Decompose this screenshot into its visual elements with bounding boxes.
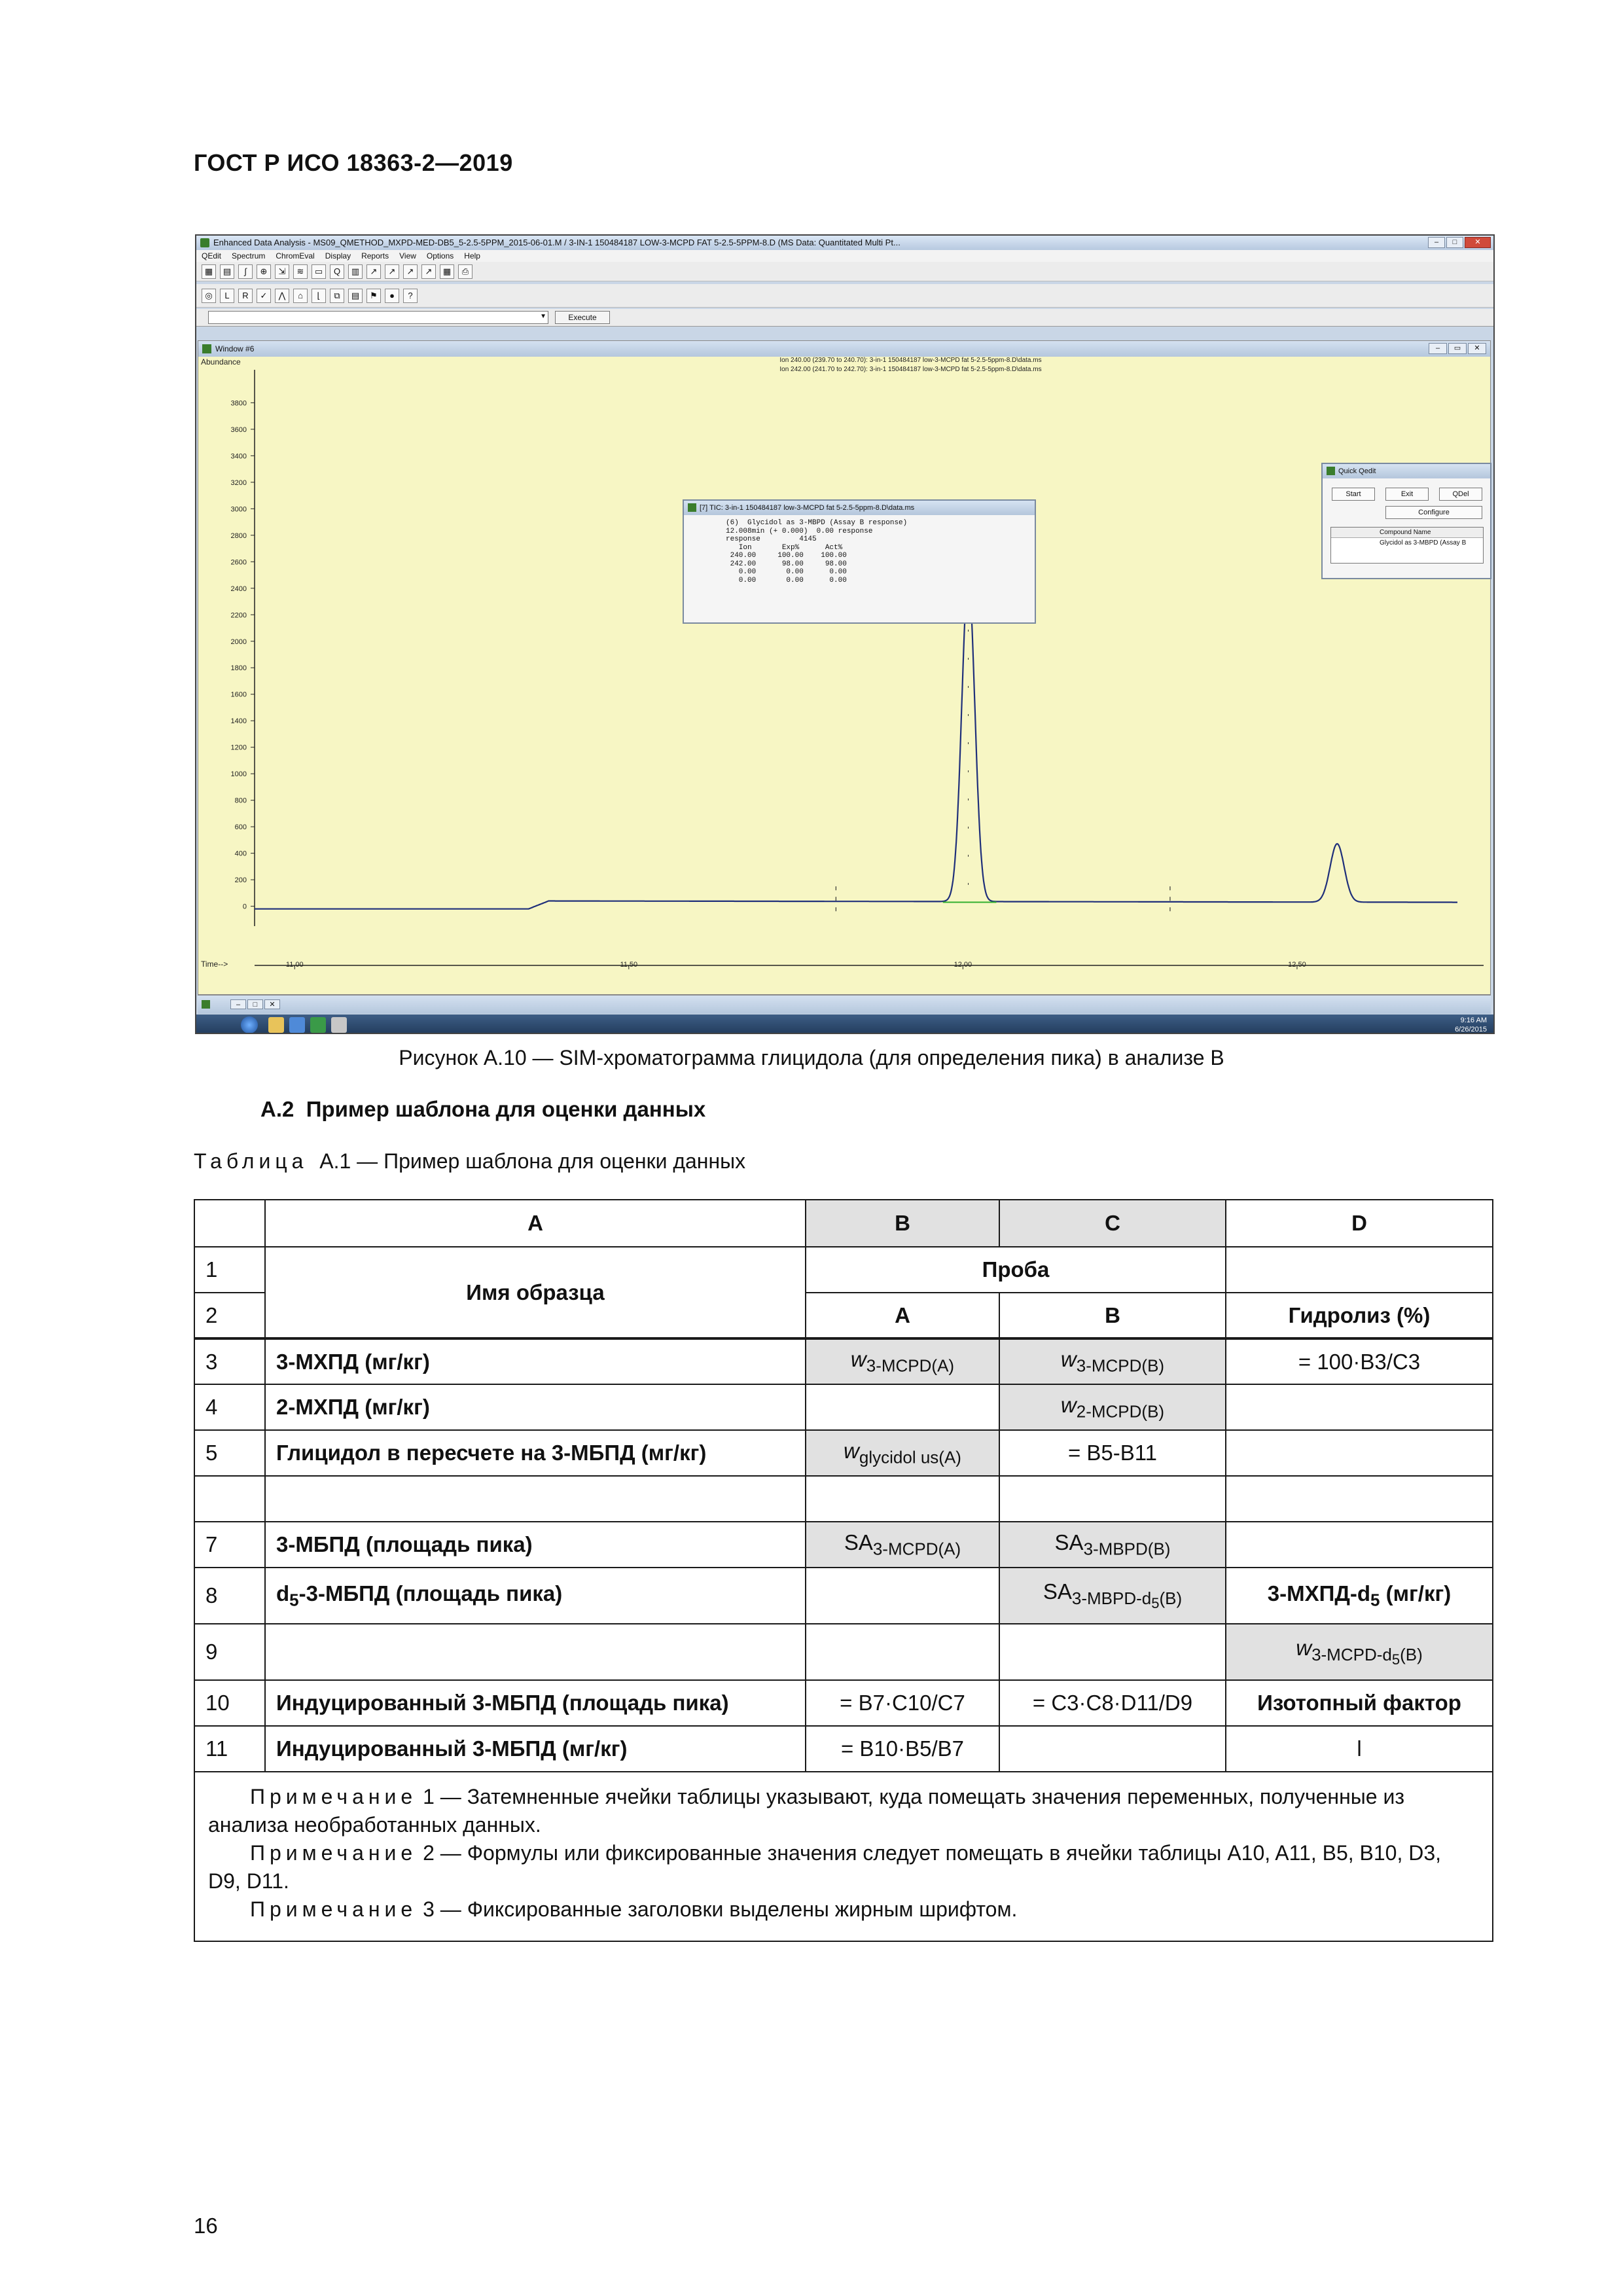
- cell-variable: w: [844, 1438, 859, 1463]
- label-subscript: 5: [1370, 1590, 1380, 1610]
- l-tool-icon[interactable]: L: [220, 289, 234, 303]
- table-cell: [806, 1522, 999, 1568]
- x-tick-label: 12.50: [1288, 961, 1306, 969]
- qe-list-row[interactable]: Glycidol as 3-MBPD (Assay B: [1380, 539, 1467, 547]
- y-tick-label: 1000: [230, 770, 247, 779]
- sample-name-header: Имя образца: [265, 1247, 806, 1338]
- start-button-icon[interactable]: [241, 1016, 258, 1033]
- chart-close-button[interactable]: ✕: [1468, 343, 1486, 354]
- table-cell: [999, 1476, 1226, 1522]
- table-cell: [1226, 1430, 1493, 1476]
- row-label: 3-МХПД (мг/кг): [265, 1338, 806, 1384]
- menu-help[interactable]: Help: [464, 251, 480, 260]
- help-tool-icon[interactable]: ?: [403, 289, 418, 303]
- stop-tool-icon[interactable]: ●: [385, 289, 399, 303]
- table-row: [194, 1522, 1493, 1568]
- section-heading: [260, 1097, 705, 1122]
- row-number: 11: [194, 1726, 265, 1772]
- y-tick-label: 800: [234, 797, 247, 805]
- table-cell: [999, 1726, 1226, 1772]
- minimized-window-bar: [198, 995, 1491, 1014]
- cell-subscript: 3-MCPD-d: [1311, 1644, 1392, 1664]
- table-note: [208, 1895, 1479, 1924]
- tic-popup-titlebar: [684, 501, 1035, 515]
- window-icon: [202, 344, 211, 353]
- cell-variable: w: [1060, 1347, 1077, 1372]
- table-notes-row: [194, 1772, 1493, 1941]
- qe-configure-button[interactable]: Configure: [1385, 506, 1482, 519]
- min-window-max-button[interactable]: □: [247, 999, 263, 1009]
- arrow2-tool-icon[interactable]: ↗: [385, 264, 399, 279]
- arrow-tool-icon[interactable]: ↗: [366, 264, 381, 279]
- table-cell: [806, 1624, 999, 1680]
- qe-start-button[interactable]: Start: [1332, 488, 1375, 501]
- y-tick-label: 2200: [230, 611, 247, 620]
- table-header-row: [194, 1200, 1493, 1247]
- table-cell: [1226, 1522, 1493, 1568]
- col-header-c: C: [999, 1200, 1226, 1247]
- x-tick-label: 11.00: [285, 961, 304, 969]
- label-part: 3-МХПД-d: [1267, 1581, 1370, 1605]
- toolbar-top: [196, 262, 1493, 281]
- probe-header: Проба: [806, 1247, 1226, 1293]
- y-tick-label: 200: [234, 876, 247, 885]
- menu-spectrum[interactable]: Spectrum: [232, 251, 266, 260]
- table-cell: [1226, 1384, 1493, 1430]
- label-part: (мг/кг): [1380, 1581, 1452, 1605]
- y-tick-label: 1400: [230, 717, 247, 726]
- tray-clock: [1455, 1016, 1487, 1034]
- ion-line-text: Ion 242.00 (241.70 to 242.70): 3-in-1 150484187 low-3-MCPD fat 5-2.5-5ppm-8.D\data.ms: [779, 366, 1042, 373]
- table-cell: l: [1226, 1726, 1493, 1772]
- window-icon: [688, 503, 696, 512]
- row-number: 5: [194, 1430, 265, 1476]
- library-tool-icon[interactable]: ▥: [348, 264, 363, 279]
- chart-restore-button[interactable]: ▭: [1448, 343, 1467, 354]
- x-tick-label: 12.00: [954, 961, 972, 969]
- table-cell: [806, 1430, 999, 1476]
- y-tick-label: 3600: [230, 425, 247, 434]
- table-cell: = B10·B5/B7: [806, 1726, 999, 1772]
- cell-subscript: 5: [1391, 1651, 1400, 1668]
- row-number: 9: [194, 1624, 265, 1680]
- menu-chromeval[interactable]: ChromEval: [276, 251, 315, 260]
- chromatogram-chart[interactable]: [198, 357, 1490, 994]
- table-cell: [806, 1476, 999, 1522]
- y-tick-label: 1800: [230, 664, 247, 673]
- tic-popup-title: [7] TIC: 3-in-1 150484187 low-3-MCPD fat 5-2.5-5ppm-8.D\data.ms: [700, 504, 915, 512]
- figure-caption: Рисунок А.10 — SIM-хроматограмма глицидола (для определения пика) в анализе В: [399, 1046, 1224, 1069]
- row-label: 2-МХПД (мг/кг): [265, 1384, 806, 1430]
- command-row: [196, 309, 1493, 327]
- hydrolysis-header: Гидролиз (%): [1226, 1293, 1493, 1338]
- cell-variable: w: [1296, 1636, 1312, 1660]
- y-tick-label: 3000: [230, 505, 247, 514]
- x-axis-label: Time-->: [201, 960, 228, 969]
- y-tick-label: 1600: [230, 691, 247, 699]
- qe-list-header: Compound Name: [1331, 528, 1483, 538]
- table-cell: [999, 1522, 1226, 1568]
- table-caption-label: Таблица: [194, 1149, 308, 1173]
- cell-subscript: 3-MCPD(B): [1076, 1355, 1165, 1376]
- cell-subscript: 5: [1151, 1594, 1160, 1611]
- maximize-button[interactable]: □: [1446, 237, 1463, 248]
- app-task-icon[interactable]: [331, 1017, 347, 1033]
- section-number: А.2: [260, 1097, 294, 1121]
- chart-window-title: Window #6: [215, 344, 255, 353]
- evaluation-template-table: [194, 1199, 1493, 1942]
- min-window-close-button[interactable]: ✕: [264, 999, 280, 1009]
- arrow4-tool-icon[interactable]: ↗: [421, 264, 436, 279]
- quick-qedit-title: Quick Qedit: [1338, 467, 1376, 475]
- tic-popup-text: (6) Glycidol as 3-MBPD (Assay B response) 12.008min (+ 0.000) 0.00 response response 4145 Ion Exp% Act% 240.00 100.00 100.00 242.00 98.00 98.00 0.00 0.00 0.00 0.00 0.00 0.00: [726, 519, 908, 584]
- table-row: [194, 1384, 1493, 1430]
- y-tick-label: 3200: [230, 478, 247, 487]
- app-title: Enhanced Data Analysis - MS09_QMETHOD_MXPD-MED-DB5_5-2.5-5PPM_2015-06-01.M / 3-IN-1 150484187 LOW-3-MCPD FAT 5-2.5-5PPM-8.D (MS Data: Quantitated Multi Pt...: [213, 238, 901, 247]
- chromatogram-screenshot: [195, 234, 1495, 1034]
- check-tool-icon[interactable]: ✓: [257, 289, 271, 303]
- chart-window-titlebar: [198, 341, 1490, 357]
- note-label: Примечание: [250, 1785, 418, 1808]
- tray-date: 6/26/2015: [1455, 1026, 1487, 1033]
- cell-subscript: 3-MCPD(A): [872, 1539, 961, 1559]
- doc-tool-icon[interactable]: ▤: [348, 289, 363, 303]
- table-cell: = B5-B11: [999, 1430, 1226, 1476]
- cell-subscript: 3-MBPD(B): [1083, 1539, 1171, 1559]
- row-label: Глицидол в пересчете на 3-МБПД (мг/кг): [265, 1430, 806, 1476]
- note-text: 1 — Затемненные ячейки таблицы указывают, куда помещать значения переменных, полученные из анализа необработанных данных.: [208, 1785, 1404, 1837]
- page-header-standard: ГОСТ Р ИСО 18363-2—2019: [194, 149, 513, 176]
- integrate-tool-icon[interactable]: ∫: [238, 264, 253, 279]
- x-tick-label: 11.50: [620, 961, 638, 969]
- row-number: [194, 1476, 265, 1522]
- menu-qedit[interactable]: QEdit: [202, 251, 222, 260]
- qe-exit-button[interactable]: Exit: [1385, 488, 1429, 501]
- folder-icon[interactable]: [268, 1017, 284, 1033]
- command-dropdown[interactable]: [208, 311, 548, 324]
- peak-tool-icon[interactable]: ⋀: [275, 289, 289, 303]
- table-cell: [1226, 1568, 1493, 1624]
- cell-subscript: 2-MCPD(B): [1076, 1401, 1165, 1422]
- extract-tool-icon[interactable]: ⇲: [275, 264, 289, 279]
- tray-time: 9:16 AM: [1460, 1016, 1487, 1024]
- probe-a-header: A: [806, 1293, 999, 1338]
- cell-subscript: (B): [1159, 1588, 1183, 1608]
- note-text: 2 — Формулы или фиксированные значения следует помещать в ячейки таблицы A10, A11, B5, B10, D3, D9, D11.: [208, 1841, 1442, 1893]
- quick-qedit-panel: [1321, 463, 1491, 579]
- table-note: [208, 1783, 1479, 1839]
- table-row: [194, 1338, 1493, 1384]
- table-cell: [265, 1476, 806, 1522]
- cell-variable: SA: [844, 1530, 873, 1554]
- bank-tool-icon[interactable]: ⌂: [293, 289, 308, 303]
- row-number: 2: [194, 1293, 265, 1338]
- close-button[interactable]: ✕: [1465, 237, 1491, 248]
- r-tool-icon[interactable]: R: [238, 289, 253, 303]
- note-label: Примечание: [250, 1841, 418, 1865]
- table-notes: [194, 1772, 1493, 1941]
- table-cell: [999, 1338, 1226, 1384]
- cell-subscript: (B): [1400, 1644, 1423, 1664]
- table-caption-text: А.1 — Пример шаблона для оценки данных: [319, 1149, 746, 1173]
- baseline-tool-icon[interactable]: ⌊: [312, 289, 326, 303]
- chemstation-icon[interactable]: [310, 1017, 326, 1033]
- app-icon: [200, 238, 209, 247]
- table-cell: [265, 1624, 806, 1680]
- cell-variable: SA: [1043, 1579, 1072, 1604]
- col-header-a: A: [265, 1200, 806, 1247]
- table-note: [208, 1839, 1479, 1895]
- execute-button[interactable]: Execute: [555, 311, 610, 324]
- label-part: -3-МБПД (площадь пика): [298, 1581, 563, 1605]
- ion-line-text: Ion 240.00 (239.70 to 240.70): 3-in-1 150484187 low-3-MCPD fat 5-2.5-5ppm-8.D\data.ms: [779, 357, 1042, 364]
- row-number: 10: [194, 1680, 265, 1726]
- col-header-d: D: [1226, 1200, 1493, 1247]
- row-label: Индуцированный 3-МБПД (площадь пика): [265, 1680, 806, 1726]
- row-number: 3: [194, 1338, 265, 1384]
- series-line: [255, 579, 1457, 909]
- table-cell: [806, 1338, 999, 1384]
- report-tool-icon[interactable]: ▭: [312, 264, 326, 279]
- minimize-button[interactable]: –: [1428, 237, 1445, 248]
- spectrum-tool-icon[interactable]: ▦: [202, 264, 216, 279]
- quant-tool-icon[interactable]: Q: [330, 264, 344, 279]
- table-row: [194, 1247, 1493, 1293]
- cell-subscript: 3-MBPD-d: [1071, 1588, 1152, 1608]
- toolbar-bottom: [196, 284, 1493, 308]
- y-tick-label: 1200: [230, 744, 247, 752]
- menubar: [196, 250, 1493, 262]
- print-tool-icon[interactable]: ⎙: [458, 264, 473, 279]
- menu-options[interactable]: Options: [426, 251, 454, 260]
- table-cell: [1226, 1624, 1493, 1680]
- cell-subscript: glycidol us(A): [859, 1447, 961, 1467]
- table-cell: [999, 1624, 1226, 1680]
- chart-window: [198, 340, 1491, 995]
- window-icon: [1327, 467, 1335, 475]
- page-number: 16: [194, 2214, 218, 2238]
- window-icon: [202, 1000, 210, 1009]
- chrom-tool-icon[interactable]: ▤: [220, 264, 234, 279]
- chevron-down-icon: ▼: [540, 313, 546, 320]
- cell-subscript: 3-MCPD(A): [866, 1355, 955, 1376]
- table-cell: Изотопный фактор: [1226, 1680, 1493, 1726]
- tic-popup: [683, 499, 1036, 624]
- quick-qedit-titlebar: [1323, 464, 1490, 478]
- table-cell: [806, 1568, 999, 1624]
- table-cell: [999, 1384, 1226, 1430]
- table-cell: [806, 1384, 999, 1430]
- section-title: Пример шаблона для оценки данных: [306, 1097, 706, 1121]
- corner-cell: [194, 1200, 265, 1247]
- row-number: 8: [194, 1568, 265, 1624]
- row-label: 3-МБПД (площадь пика): [265, 1522, 806, 1568]
- menu-display[interactable]: Display: [325, 251, 351, 260]
- overlay-tool-icon[interactable]: ≋: [293, 264, 308, 279]
- browser-icon[interactable]: [289, 1017, 305, 1033]
- table-cell: [1226, 1476, 1493, 1522]
- table-cell: = 100·B3/C3: [1226, 1338, 1493, 1384]
- table-row: [194, 1568, 1493, 1624]
- menu-view[interactable]: View: [399, 251, 416, 260]
- probe-b-header: B: [999, 1293, 1226, 1338]
- row-label: [265, 1568, 806, 1624]
- qe-qdel-button[interactable]: QDel: [1439, 488, 1482, 501]
- cell-variable: SA: [1054, 1530, 1084, 1554]
- table-row: [194, 1680, 1493, 1726]
- row-label: Индуцированный 3-МБПД (мг/кг): [265, 1726, 806, 1772]
- y-tick-label: 3400: [230, 452, 247, 461]
- table-tool-icon[interactable]: ▦: [440, 264, 454, 279]
- app-titlebar: [196, 236, 1493, 250]
- qe-compound-list[interactable]: [1330, 527, 1484, 564]
- y-tick-label: 600: [234, 823, 247, 832]
- table-cell: [1226, 1247, 1493, 1293]
- menu-reports[interactable]: Reports: [361, 251, 389, 260]
- note-label: Примечание: [250, 1897, 418, 1921]
- row-number: 4: [194, 1384, 265, 1430]
- row-number: 7: [194, 1522, 265, 1568]
- target-tool-icon[interactable]: ◎: [202, 289, 216, 303]
- flag-tool-icon[interactable]: ⚑: [366, 289, 381, 303]
- table-row: [194, 1726, 1493, 1772]
- label-subscript: 5: [289, 1590, 299, 1610]
- y-tick-label: 2600: [230, 558, 247, 567]
- y-tick-label: 2800: [230, 531, 247, 540]
- table-caption: [194, 1149, 745, 1174]
- table-cell: = C3·C8·D11/D9: [999, 1680, 1226, 1726]
- cell-variable: w: [1060, 1392, 1077, 1417]
- min-window-restore-button[interactable]: –: [230, 999, 246, 1009]
- y-tick-label: 400: [234, 850, 247, 858]
- arrow3-tool-icon[interactable]: ↗: [403, 264, 418, 279]
- row-number: 1: [194, 1247, 265, 1293]
- note-text: 3 — Фиксированные заголовки выделены жирным шрифтом.: [417, 1897, 1018, 1921]
- table-row: [194, 1476, 1493, 1522]
- label-part: d: [276, 1581, 290, 1605]
- zoom-tool-icon[interactable]: ⊕: [257, 264, 271, 279]
- table-cell: [999, 1568, 1226, 1624]
- y-tick-label: 2400: [230, 584, 247, 593]
- y-tick-label: 0: [242, 903, 247, 911]
- cell-variable: w: [850, 1347, 866, 1372]
- y-tick-label: 3800: [230, 399, 247, 408]
- table-row: [194, 1624, 1493, 1680]
- chart-minimize-button[interactable]: –: [1429, 343, 1447, 354]
- table-row: [194, 1430, 1493, 1476]
- windows-taskbar: [196, 1014, 1493, 1034]
- table-cell: = B7·C10/C7: [806, 1680, 999, 1726]
- copy-tool-icon[interactable]: ⧉: [330, 289, 344, 303]
- col-header-b: B: [806, 1200, 999, 1247]
- y-tick-label: 2000: [230, 637, 247, 646]
- y-axis-label: Abundance: [201, 357, 241, 367]
